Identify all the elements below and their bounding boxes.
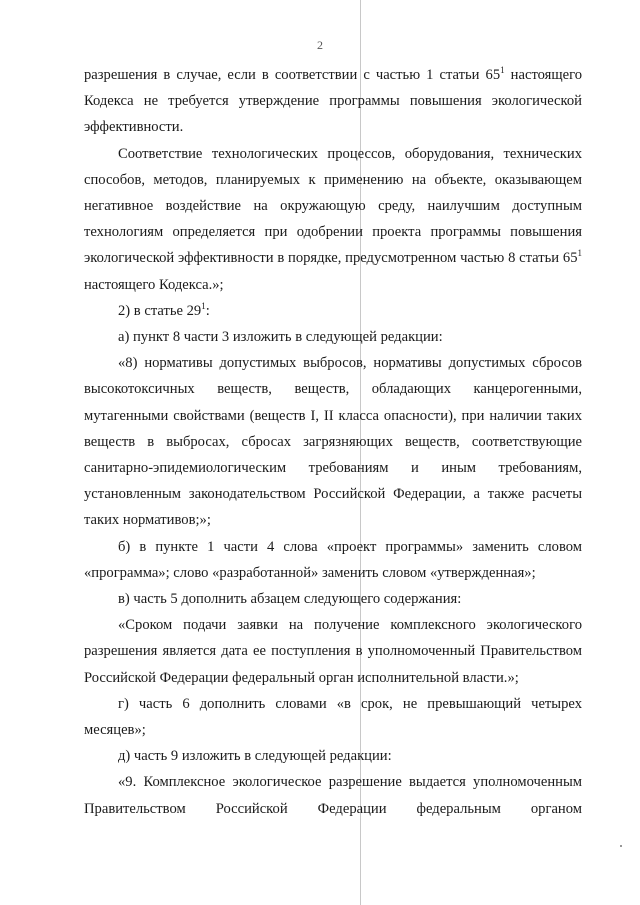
page-number: 2	[317, 38, 323, 52]
paragraph-continuation	[84, 62, 582, 141]
superscript: 1	[577, 248, 582, 259]
paragraph-subitem-b: б) в пункте 1 части 4 слова «проект программы» заменить словом «программа»; слово «разработанной» заменить словом «утвержденная»;	[84, 538, 582, 581]
text-segment: разрешения в случае, если в соответствии с частью 1 статьи 65	[84, 67, 501, 83]
text-segment: 2) в статье 29	[118, 302, 202, 319]
paragraph-part-9: «9. Комплексное экологическое разрешение выдается уполномоченным Правительством Российской Федерации федеральным органом	[84, 774, 582, 817]
paragraph-norms: «8) нормативы допустимых выбросов, нормативы допустимых сбросов высокотоксичных веществ, веществ, обладающих канцерогенными, мутагенными свойствами (веществ I, II класса опасности), при наличии таких веществ в выбросах, сбросах загрязняющих веществ, соответствующие санитарно-эпидемиологическим требованиям и иным требованиям, установленным законодательством Российской Федерации, а также расчеты таких нормативов;»;	[84, 355, 582, 529]
paragraph-item-2	[84, 298, 582, 324]
document-body	[84, 62, 582, 822]
paragraph-application-term: «Сроком подачи заявки на получение комплексного экологического разрешения является дата ее поступления в уполномоченный Правительством Российской Федерации федеральный орган исполнительной власти.»;	[84, 617, 582, 686]
paragraph-technologies	[84, 141, 582, 298]
text-segment: :	[205, 302, 210, 319]
paragraph-subitem-g: г) часть 6 дополнить словами «в срок, не превышающий четырех месяцев»;	[84, 695, 582, 739]
text-segment: настоящего Кодекса не требуется утверждение программы повышения экологической эффективности.	[84, 67, 582, 136]
paragraph-subitem-v: в) часть 5 дополнить абзацем следующего содержания:	[118, 591, 462, 608]
scan-speck	[620, 845, 622, 847]
text-segment: настоящего Кодекса.»;	[84, 276, 224, 293]
superscript: 1	[500, 65, 505, 76]
superscript: 1	[201, 300, 206, 311]
text-segment: Соответствие технологических процессов, оборудования, технических способов, методов, планируемых к применению на объекте, оказывающем негативное воздействие на окружающую среду, наилучшим доступным технологиям определяется при одобрении проекта программы повышения экологической эффективности в порядке, предусмотренном частью 8 статьи 65	[84, 145, 582, 267]
paragraph-subitem-a: а) пункт 8 части 3 изложить в следующей редакции:	[118, 329, 443, 346]
paragraph-subitem-d: д) часть 9 изложить в следующей редакции:	[118, 748, 392, 765]
